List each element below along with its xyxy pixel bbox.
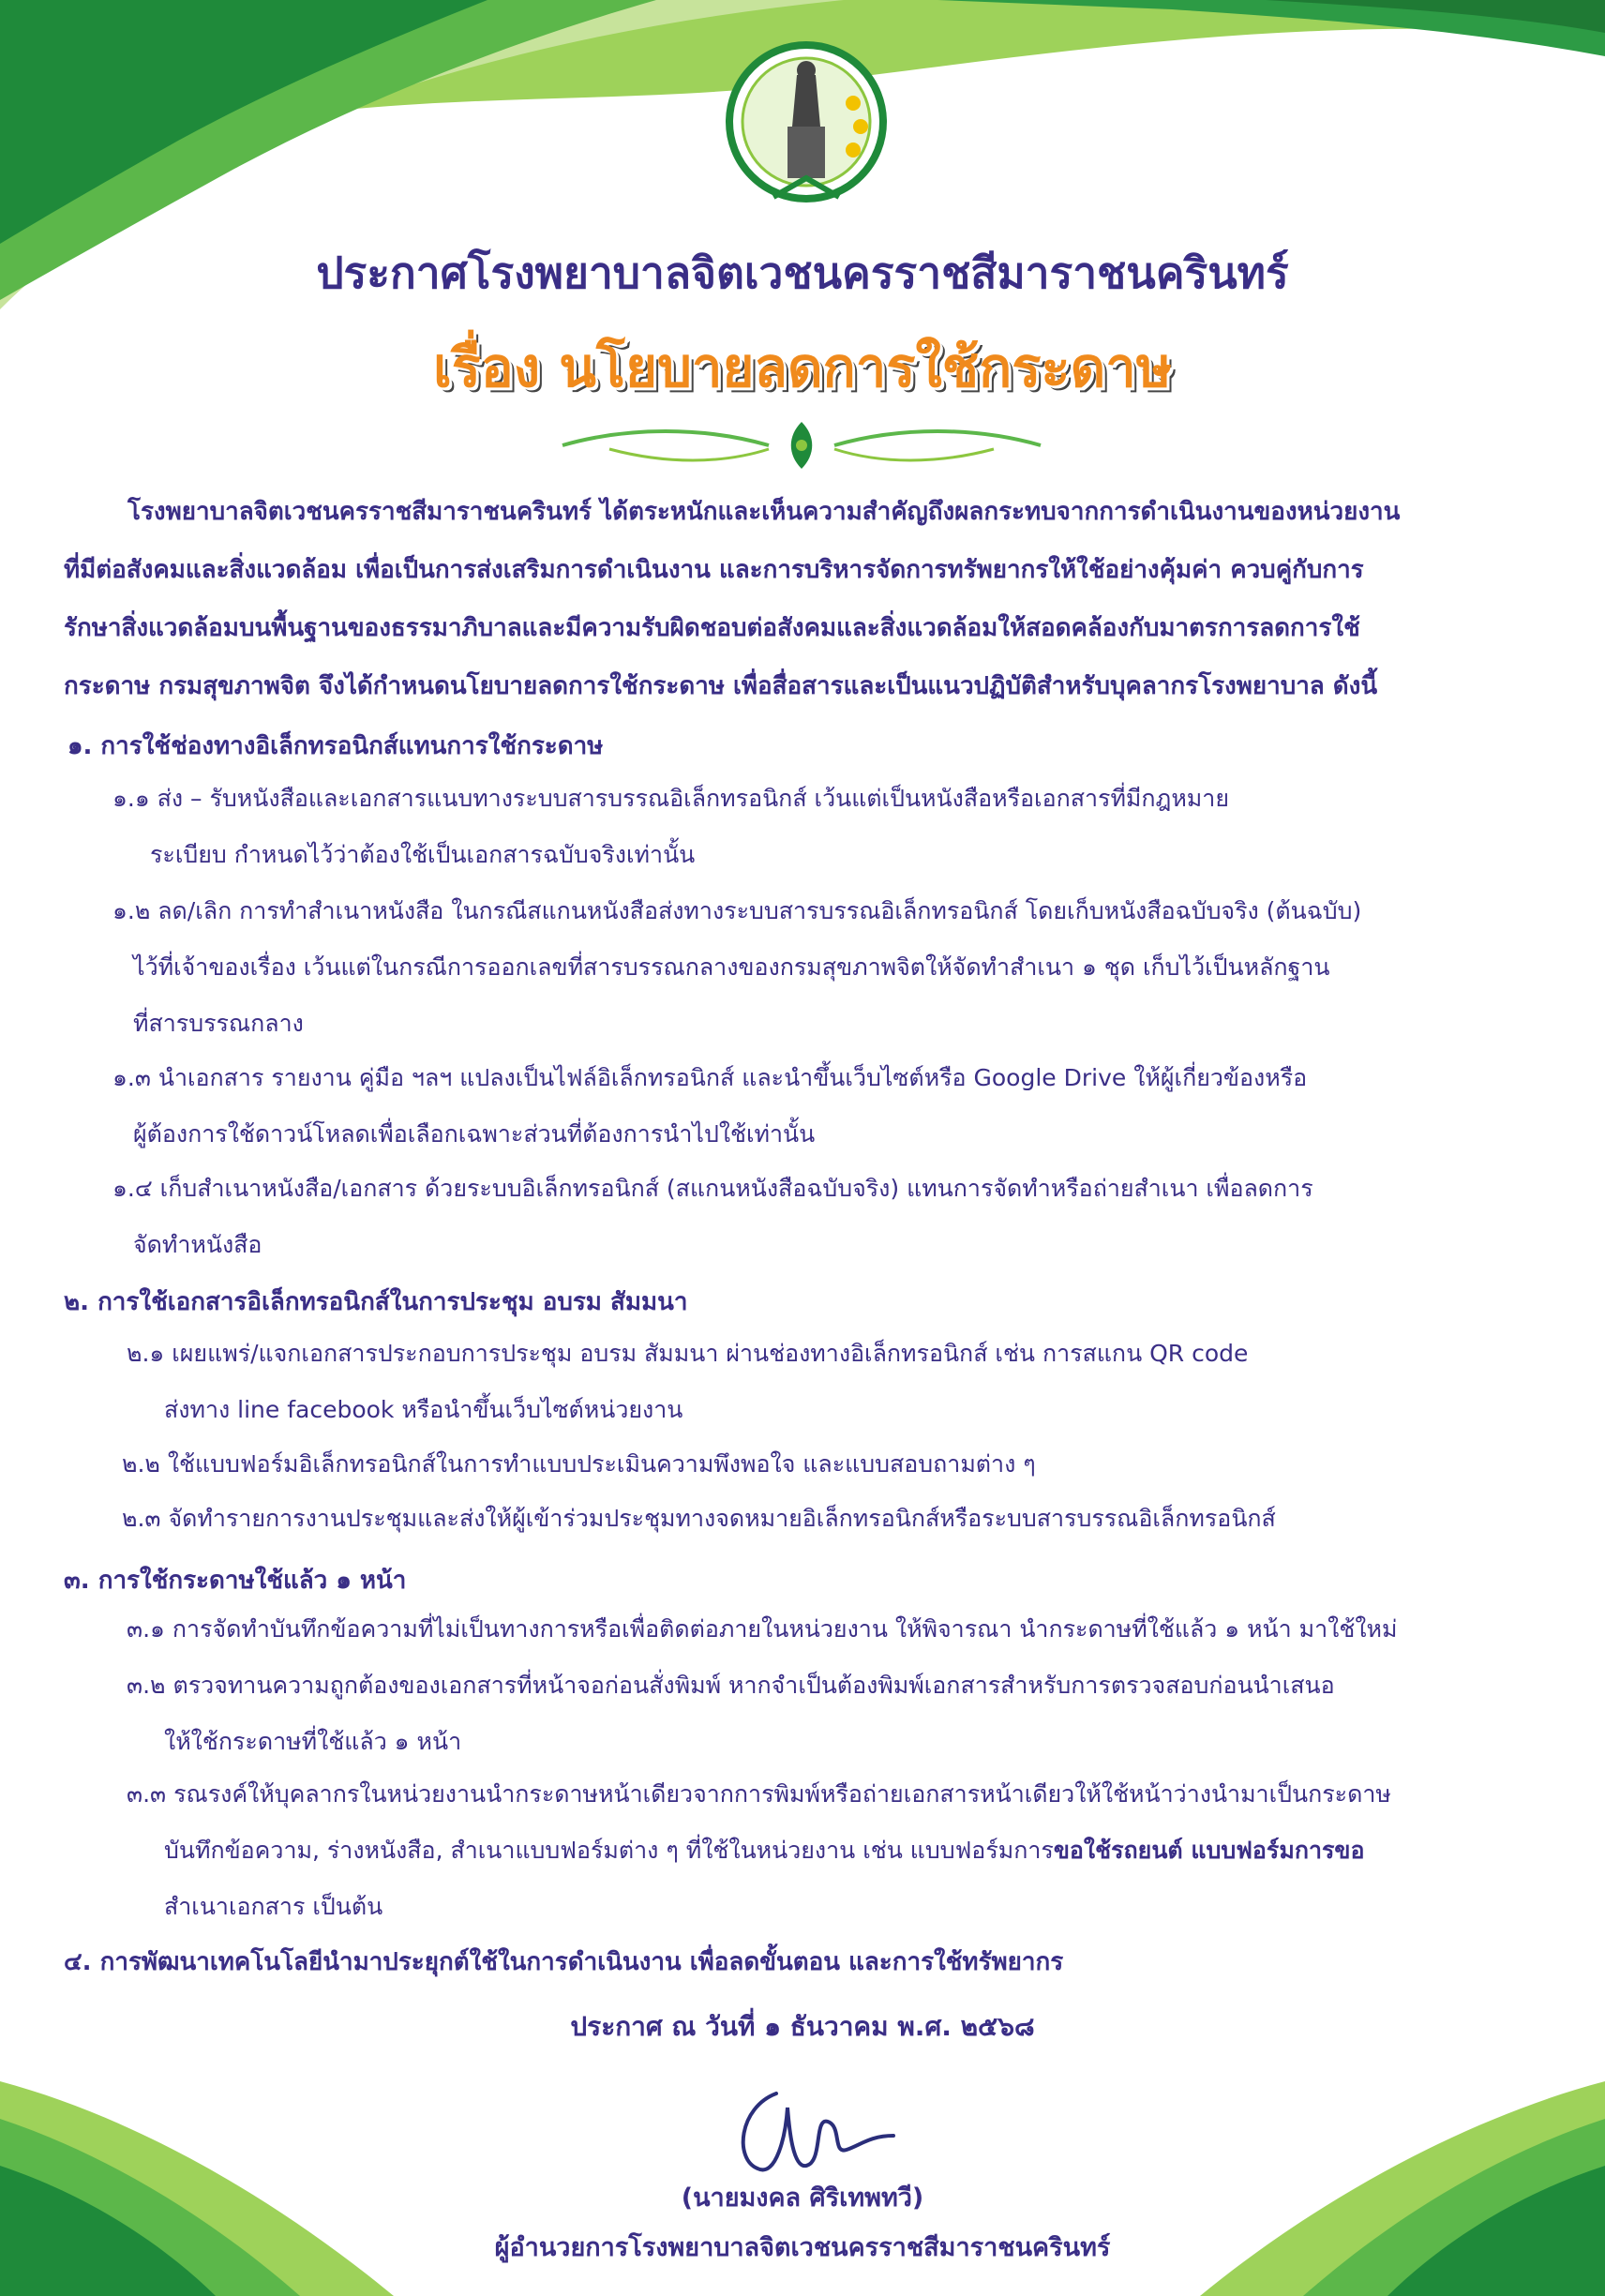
announcement-title: ประกาศโรงพยาบาลจิตเวชนครราชสีมาราชนครินทร์ xyxy=(316,248,1289,298)
announcement-date: ประกาศ ณ วันที่ ๑ ธันวาคม พ.ศ. ๒๕๖๘ xyxy=(570,2011,1035,2042)
section-1-item-2 xyxy=(112,883,1361,1052)
item-line: ส่งทาง line facebook หรือนำขึ้นเว็บไซต์หน่วยงาน xyxy=(164,1396,683,1423)
section-2-item-3 xyxy=(122,1491,1276,1547)
signature-icon xyxy=(720,2079,908,2183)
section-1-item-3 xyxy=(112,1050,1307,1163)
intro-line: รักษาสิ่งแวดล้อมบนพื้นฐานของธรรมาภิบาลและมีความรับผิดชอบต่อสังคมและสิ่งแวดล้อมให้สอดคล้องกับมาตรการลดการใช้ xyxy=(64,614,1360,642)
item-line: ๑.๔ เก็บสำเนาหนังสือ/เอกสาร ด้วยระบบอิเล็กทรอนิกส์ (สแกนหนังสือฉบับจริง) แทนการจัดทำหรือถ่ายสำเนา เพื่อลดการ xyxy=(112,1175,1313,1202)
item-line-text: บันทึกข้อความ, ร่างหนังสือ, สำเนาแบบฟอร์มต่าง ๆ ที่ใช้ในหน่วยงาน เช่น แบบฟอร์มการ xyxy=(164,1837,1054,1864)
intro-paragraph xyxy=(64,483,1543,715)
section-2-item-1 xyxy=(127,1326,1248,1438)
subject-text: นโยบายลดการใช้กระดาษ xyxy=(559,336,1173,399)
section-1-item-1 xyxy=(112,771,1229,883)
item-line: จัดทำหนังสือ xyxy=(133,1231,262,1258)
item-line: ๓.๓ รณรงค์ให้บุคลากรในหน่วยงานนำกระดาษหน้าเดียวจากการพิมพ์หรือถ่ายเอกสารหน้าเดียวให้ใช้หน้าว่างนำมาเป็นกระดาษ xyxy=(127,1780,1391,1808)
item-line: ให้ใช้กระดาษที่ใช้แล้ว ๑ หน้า xyxy=(164,1728,462,1755)
section-2-item-2 xyxy=(122,1436,1036,1493)
signer-name: (นายมงคล ศิริเทพทวี) xyxy=(681,2183,924,2213)
item-line: ๑.๓ นำเอกสาร รายงาน คู่มือ ฯลฯ แปลงเป็นไฟล์อิเล็กทรอนิกส์ และนำขึ้นเว็บไซต์หรือ Google Drive ให้ผู้เกี่ยวข้องหรือ xyxy=(112,1064,1308,1091)
intro-line: โรงพยาบาลจิตเวชนครราชสีมาราชนครินทร์ ได้ตระหนักและเห็นความสำคัญถึงผลกระทบจากการดำเนินงานของหน่วยงาน xyxy=(128,498,1401,526)
item-line: ๒.๑ เผยแพร่/แจกเอกสารประกอบการประชุม อบรม สัมมนา ผ่านช่องทางอิเล็กทรอนิกส์ เช่น การสแกน QR code xyxy=(127,1340,1249,1367)
section-1-heading: ๑. การใช้ช่องทางอิเล็กทรอนิกส์แทนการใช้กระดาษ xyxy=(68,732,604,760)
item-line: ๒.๓ จัดทำรายการงานประชุมและส่งให้ผู้เข้าร่วมประชุมทางจดหมายอิเล็กทรอนิกส์หรือระบบสารบรรณอิเล็กทรอนิกส์ xyxy=(122,1505,1276,1532)
section-1-item-4 xyxy=(112,1161,1313,1273)
intro-line: กระดาษ กรมสุขภาพจิต จึงได้กำหนดนโยบายลดการใช้กระดาษ เพื่อสื่อสารและเป็นแนวปฏิบัติสำหรับบุคลากรโรงพยาบาล ดังนี้ xyxy=(64,672,1378,700)
item-line: ๑.๑ ส่ง – รับหนังสือและเอกสารแนบทางระบบสารบรรณอิเล็กทรอนิกส์ เว้นแต่เป็นหนังสือหรือเอกสารที่มีกฎหมาย xyxy=(112,785,1229,812)
item-line: สำเนาเอกสาร เป็นต้น xyxy=(164,1893,383,1920)
item-line: ผู้ต้องการใช้ดาวน์โหลดเพื่อเลือกเฉพาะส่วนที่ต้องการนำไปใช้เท่านั้น xyxy=(133,1120,816,1148)
item-line: ที่สารบรรณกลาง xyxy=(133,1010,304,1037)
section-3-item-1 xyxy=(127,1601,1398,1658)
signer-position: ผู้อำนวยการโรงพยาบาลจิตเวชนครราชสีมาราชนครินทร์ xyxy=(494,2233,1111,2262)
ornament-divider-icon xyxy=(553,417,1050,473)
item-line-bold: ขอใช้รถยนต์ แบบฟอร์มการขอ xyxy=(1053,1837,1365,1864)
item-line xyxy=(127,1823,1391,1879)
item-line: ๒.๒ ใช้แบบฟอร์มอิเล็กทรอนิกส์ในการทำแบบประเมินความพึงพอใจ และแบบสอบถามต่าง ๆ xyxy=(122,1450,1036,1478)
hospital-emblem-icon xyxy=(722,38,891,216)
intro-line: ที่มีต่อสังคมและสิ่งแวดล้อม เพื่อเป็นการส่งเสริมการดำเนินงาน และการบริหารจัดการทรัพยากรให้ใช้อย่างคุ้มค่า ควบคู่กับการ xyxy=(64,556,1364,584)
item-line: ระเบียบ กำหนดไว้ว่าต้องใช้เป็นเอกสารฉบับจริงเท่านั้น xyxy=(150,841,696,868)
item-line: ไว้ที่เจ้าของเรื่อง เว้นแต่ในกรณีการออกเลขที่สารบรรณกลางของกรมสุขภาพจิตให้จัดทำสำเนา ๑ ชุด เก็บไว้เป็นหลักฐาน xyxy=(133,953,1330,981)
section-3-item-3 xyxy=(127,1766,1391,1935)
section-3-item-2 xyxy=(127,1658,1335,1770)
announcement-subject xyxy=(0,323,1605,411)
item-line: ๓.๒ ตรวจทานความถูกต้องของเอกสารที่หน้าจอก่อนสั่งพิมพ์ หากจำเป็นต้องพิมพ์เอกสารสำหรับการตรวจสอบก่อนนำเสนอ xyxy=(127,1672,1335,1699)
section-4-heading: ๔. การพัฒนาเทคโนโลยีนำมาประยุกต์ใช้ในการดำเนินงาน เพื่อลดขั้นตอน และการใช้ทรัพยากร xyxy=(64,1948,1064,1976)
subject-prefix: เรื่อง xyxy=(432,336,541,399)
item-line: ๓.๑ การจัดทำบันทึกข้อความที่ไม่เป็นทางการหรือเพื่อติดต่อภายในหน่วยงาน ให้พิจารณา นำกระดาษที่ใช้แล้ว ๑ หน้า มาใช้ใหม่ xyxy=(127,1615,1398,1643)
section-3-heading: ๓. การใช้กระดาษใช้แล้ว ๑ หน้า xyxy=(64,1567,407,1595)
item-line: ๑.๒ ลด/เลิก การทำสำเนาหนังสือ ในกรณีสแกนหนังสือส่งทางระบบสารบรรณอิเล็กทรอนิกส์ โดยเก็บหนังสือฉบับจริง (ต้นฉบับ) xyxy=(112,897,1362,924)
section-2-heading: ๒. การใช้เอกสารอิเล็กทรอนิกส์ในการประชุม อบรม สัมมนา xyxy=(64,1288,688,1316)
